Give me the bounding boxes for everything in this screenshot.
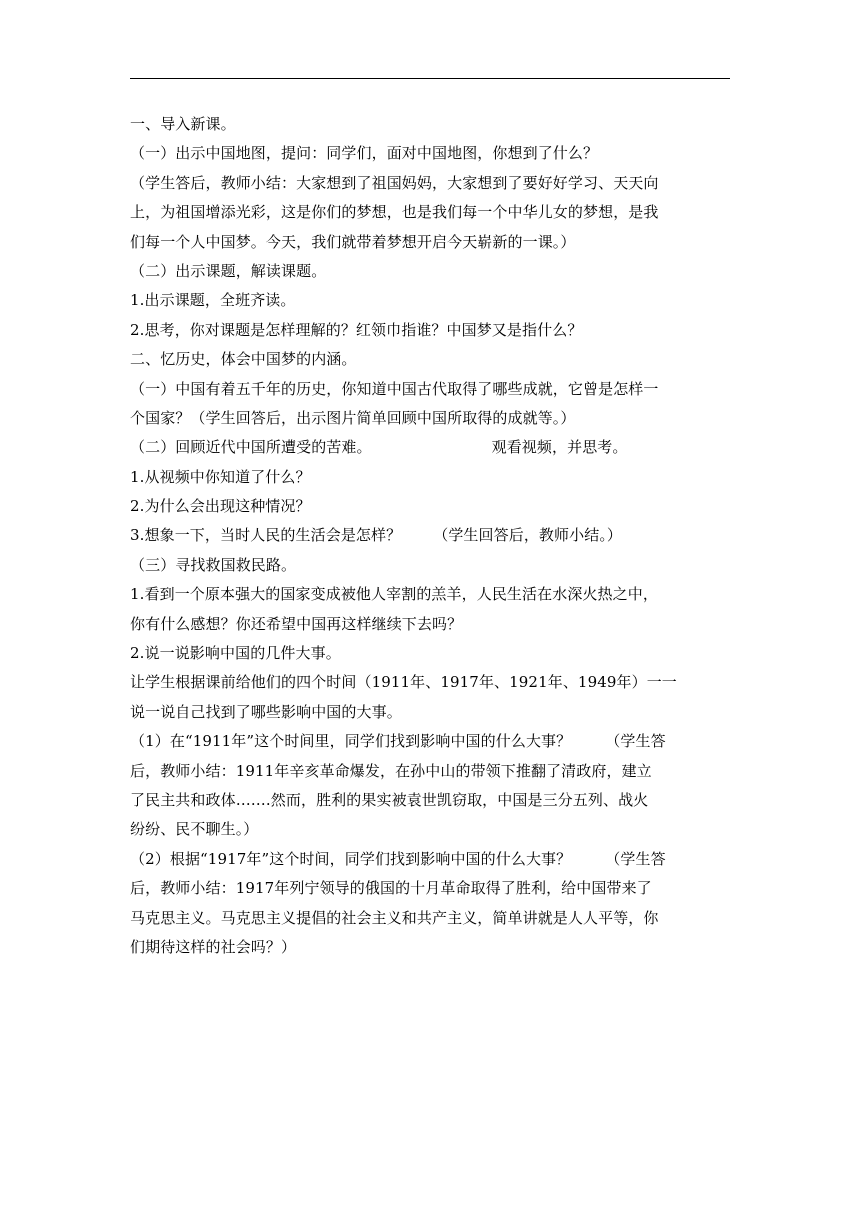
paragraph-line: 了民主共和政体…….然而，胜利的果实被袁世凯窃取，中国是三分五列、战火 — [130, 790, 649, 809]
paragraph-line: 1.出示课题，全班齐读。 — [130, 291, 296, 310]
paragraph-line: 纷纷、民不聊生。） — [130, 820, 259, 839]
line-segment: （学生答 — [605, 849, 666, 868]
line-segment: （学生回答后，教师小结。） — [433, 526, 623, 545]
line-segment: （2）根据“1917年”这个时间，同学们找到影响中国的什么大事？ — [130, 849, 572, 868]
line-segment: （学生答 — [605, 732, 666, 751]
paragraph-line: 们期待这样的社会吗？） — [130, 937, 297, 956]
line-segment: 观看视频，并思考。 — [491, 438, 628, 457]
document-body — [130, 110, 732, 962]
paragraph-line: （三）寻找救国救民路。 — [130, 555, 297, 574]
line-segment: 3.想象一下，当时人民的生活会是怎样？ — [130, 526, 402, 545]
line-segment: （1）在“1911年”这个时间里，同学们找到影响中国的什么大事？ — [130, 732, 572, 751]
paragraph-line: （学生答后，教师小结：大家想到了祖国妈妈，大家想到了要好好学习、天天向 — [130, 173, 659, 192]
paragraph-line: 2.说一说影响中国的几件大事。 — [130, 644, 341, 663]
paragraph-line: （一）出示中国地图，提问：同学们，面对中国地图，你想到了什么？ — [130, 144, 599, 163]
paragraph-line — [130, 433, 732, 462]
paragraph-line: 上，为祖国增添光彩，这是你们的梦想，也是我们每一个中华儿女的梦想，是我 — [130, 203, 659, 222]
paragraph-line: 后，教师小结：1917年列宁领导的俄国的十月革命取得了胜利，给中国带来了 — [130, 879, 652, 898]
paragraph-line: 后，教师小结：1911年辛亥革命爆发，在孙中山的带领下推翻了清政府，建立 — [130, 761, 652, 780]
paragraph-line: 2.思考，你对课题是怎样理解的？红领巾指谁？中国梦又是指什么？ — [130, 320, 583, 339]
paragraph-line: 你有什么感想？你还希望中国再这样继续下去吗？ — [130, 614, 463, 633]
paragraph-line: 1.看到一个原本强大的国家变成被他人宰割的羔羊，人民生活在水深火热之中， — [130, 585, 658, 604]
paragraph-line: 马克思主义。马克思主义提倡的社会主义和共产主义，简单讲就是人人平等，你 — [130, 908, 659, 927]
section-heading-intro: 一、导入新课。 — [130, 115, 236, 133]
paragraph-line: 2.为什么会出现这种情况？ — [130, 497, 311, 516]
paragraph-line — [130, 845, 732, 874]
line-segment: （二）回顾近代中国所遭受的苦难。 — [130, 438, 372, 457]
paragraph-line — [130, 521, 732, 550]
paragraph-line: 1.从视频中你知道了什么？ — [130, 467, 311, 486]
paragraph-line: 们每一个人中国梦。今天，我们就带着梦想开启今天崭新的一课。） — [130, 232, 576, 251]
paragraph-line: （二）出示课题，解读课题。 — [130, 261, 327, 280]
paragraph-line: 个国家？（学生回答后，出示图片简单回顾中国所取得的成就等。） — [130, 408, 576, 427]
section-heading-history: 二、忆历史，体会中国梦的内涵。 — [130, 350, 357, 369]
header-rule — [130, 78, 730, 79]
paragraph-line — [130, 727, 732, 756]
paragraph-line: 让学生根据课前给他们的四个时间（1911年、1917年、1921年、1949年）一一 — [130, 673, 677, 692]
paragraph-line: 说一说自己找到了哪些影响中国的大事。 — [130, 702, 402, 721]
paragraph-line: （一）中国有着五千年的历史，你知道中国古代取得了哪些成就，它曾是怎样一 — [130, 379, 659, 398]
